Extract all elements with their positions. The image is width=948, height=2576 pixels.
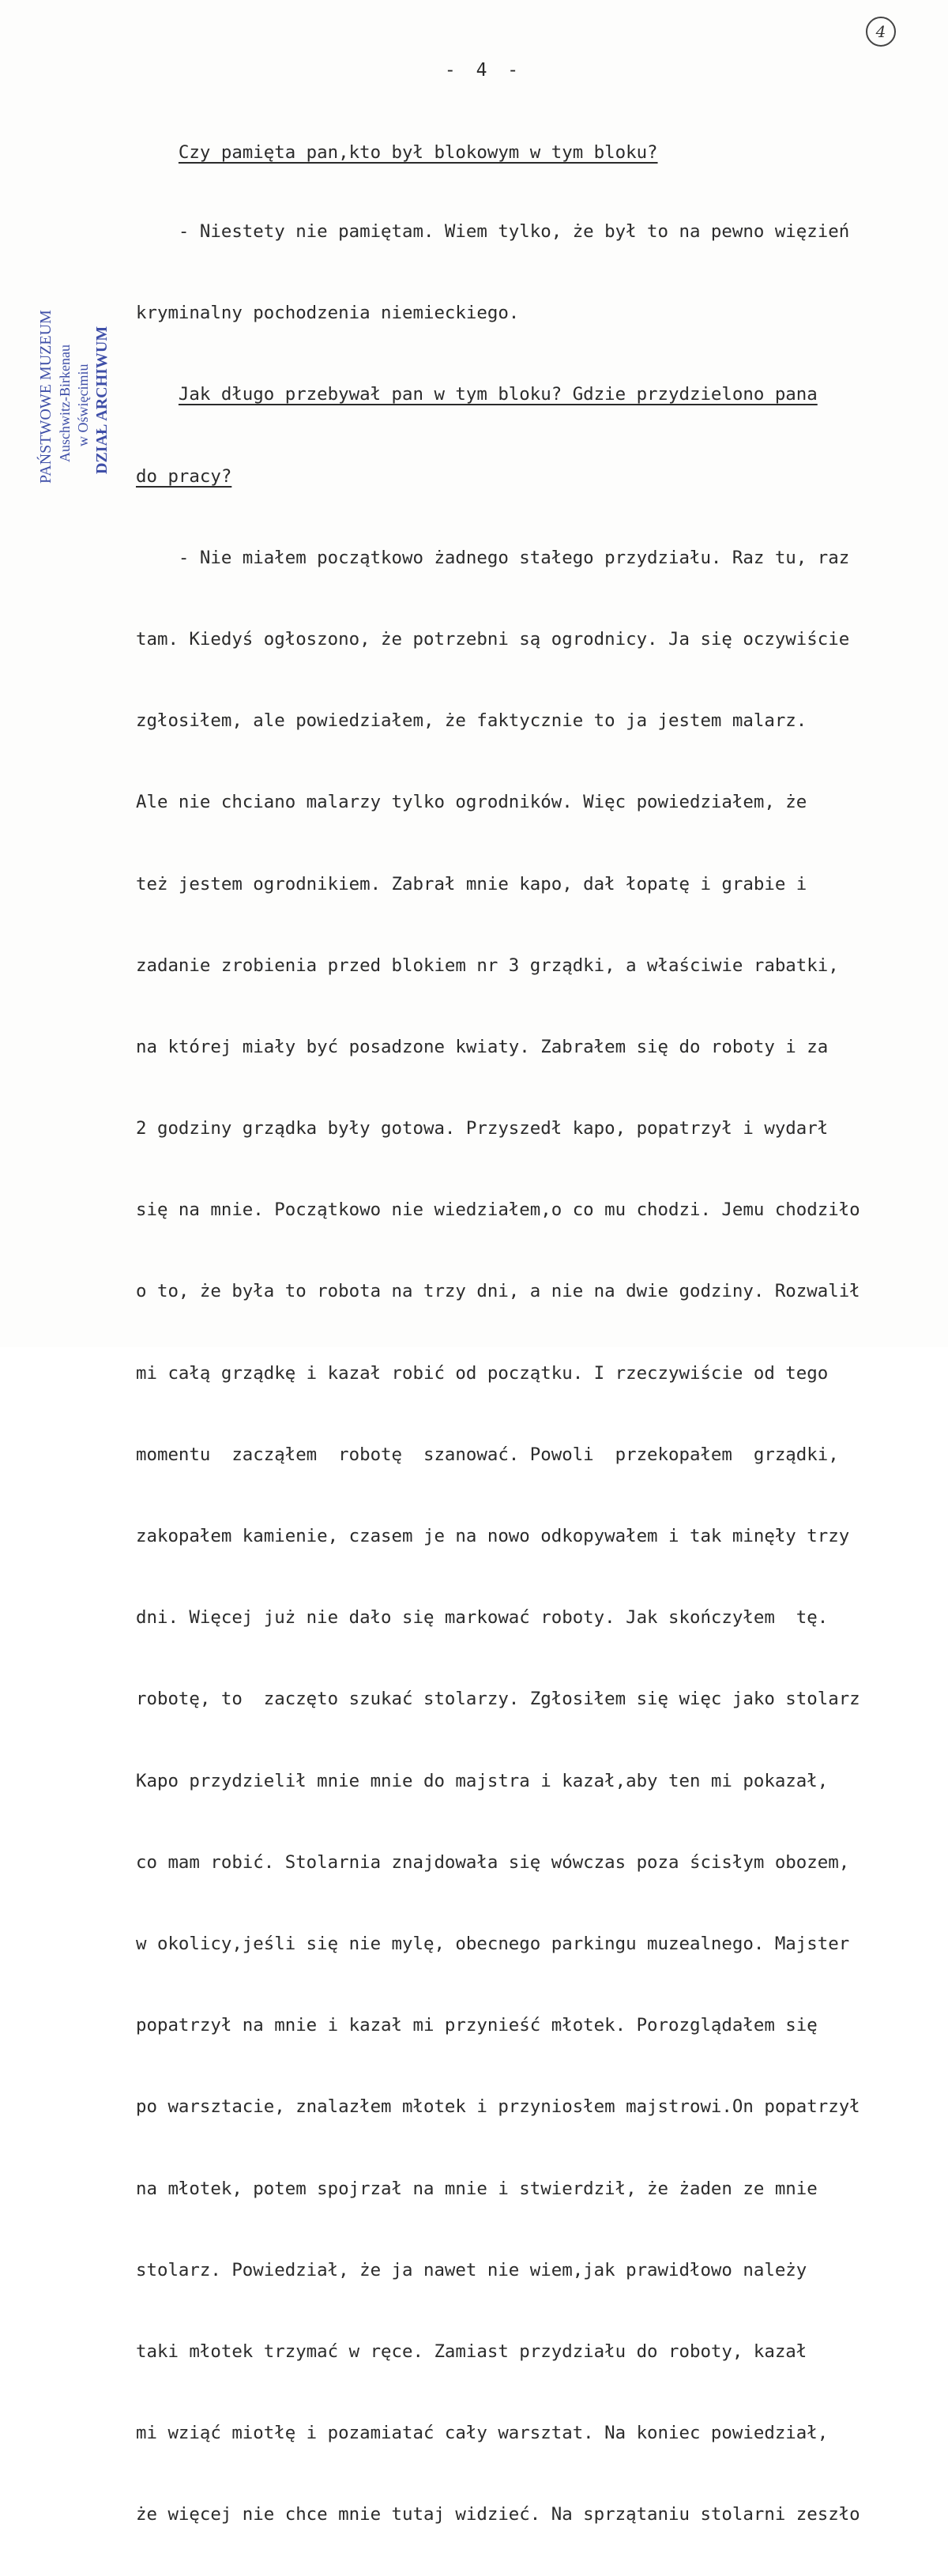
text-line: zakopałem kamienie, czasem je na nowo odkopywałem i tak minęły trzy [136, 1526, 850, 1546]
text-line: zgłosiłem, ale powiedziałem, że faktycznie to ja jestem malarz. [136, 710, 807, 732]
text-line: Ale nie chciano malarzy tylko ogrodników. Więc powiedziałem, że [136, 792, 807, 813]
stamp-line-4: DZIAŁ ARCHIWUM [93, 326, 111, 474]
text-line: - Nie miałem początkowo żadnego stałego przydziału. Raz tu, raz [136, 547, 850, 568]
text-line: też jestem ogrodnikiem. Zabrał mnie kapo, dał łopatę i grabie i [136, 873, 807, 894]
text-line: dni. Więcej już nie dało się markować roboty. Jak skończyłem tę. [136, 1607, 829, 1629]
stamp-line-1: PAŃSTWOWE MUZEUM [37, 310, 55, 484]
typescript-body [136, 94, 946, 2576]
archive-stamp [37, 277, 118, 490]
text-line: w okolicy,jeśli się nie mylę, obecnego parkingu muzealnego. Majster [136, 1933, 850, 1954]
text-line: że więcej nie chce mnie tutaj widzieć. Na sprzątaniu stolarni zeszło [136, 2504, 860, 2525]
text-line: popatrzył na mnie i kazał mi przynieść młotek. Porozglądałem się [136, 2015, 818, 2036]
archive-stamp-graphic [37, 277, 118, 490]
text-line: stolarz. Powiedział, że ja nawet nie wiem,jak prawidłowo należy [136, 2259, 807, 2280]
text-line: zadanie zrobienia przed blokiem nr 3 grządki, a właściwie rabatki, [136, 955, 839, 976]
question-line [136, 457, 946, 497]
question-line [136, 375, 946, 415]
text-line: taki młotek trzymać w ręce. Zamiast przydziału do roboty, kazał [136, 2341, 807, 2362]
question-text: Jak długo przebywał pan w tym bloku? Gdzie przydzielono pana [178, 384, 818, 405]
question-line [136, 135, 946, 171]
text-line: co mam robić. Stolarnia znajdowała się wówczas poza ścisłym obozem, [136, 1851, 850, 1873]
text-line: po warsztacie, znalazłem młotek i przyniosłem majstrowi.On popatrzył [136, 2096, 860, 2118]
text-line: mi wziąć miotłę i pozamiatać cały warsztat. Na koniec powiedział, [136, 2423, 829, 2444]
text-line: kryminalny pochodzenia niemieckiego. [136, 303, 520, 324]
text-line: robotę, to zaczęto szukać stolarzy. Zgłosiłem się więc jako stolarz [136, 1689, 860, 1710]
question-text: do pracy? [136, 465, 232, 487]
page-number: - 4 - [444, 60, 524, 81]
handwritten-page-number: 4 [866, 17, 896, 47]
stamp-line-3: w Oświęcimiu [75, 363, 91, 446]
text-line: momentu zacząłem robotę szanować. Powoli przekopałem grządki, [136, 1444, 839, 1465]
text-line: na której miały być posadzone kwiaty. Zabrałem się do roboty i za [136, 1036, 829, 1057]
text-line: o to, że była to robota na trzy dni, a nie na dwie godziny. Rozwalił [136, 1281, 860, 1302]
text-line: 2 godziny grządka były gotowa. Przyszedł kapo, popatrzył i wydarł [136, 1118, 829, 1139]
text-line: się na mnie. Początkowo nie wiedziałem,o co mu chodzi. Jemu chodziło [136, 1199, 860, 1221]
text-line: Kapo przydzielił mnie mnie do majstra i kazał,aby ten mi pokazał, [136, 1770, 829, 1791]
text-line: - Niestety nie pamiętam. Wiem tylko, że był to na pewno więzień [136, 221, 850, 242]
text-line: tam. Kiedyś ogłoszono, że potrzebni są ogrodnicy. Ja się oczywiście [136, 628, 850, 650]
text-line: mi całą grządkę i kazał robić od początku. I rzeczywiście od tego [136, 1362, 829, 1384]
text-line: na młotek, potem spojrzał na mnie i stwierdził, że żaden ze mnie [136, 2178, 818, 2199]
stamp-line-2: Auschwitz-Birkenau [57, 345, 73, 462]
question-text: Czy pamięta pan,kto był blokowym w tym bloku? [178, 142, 658, 163]
